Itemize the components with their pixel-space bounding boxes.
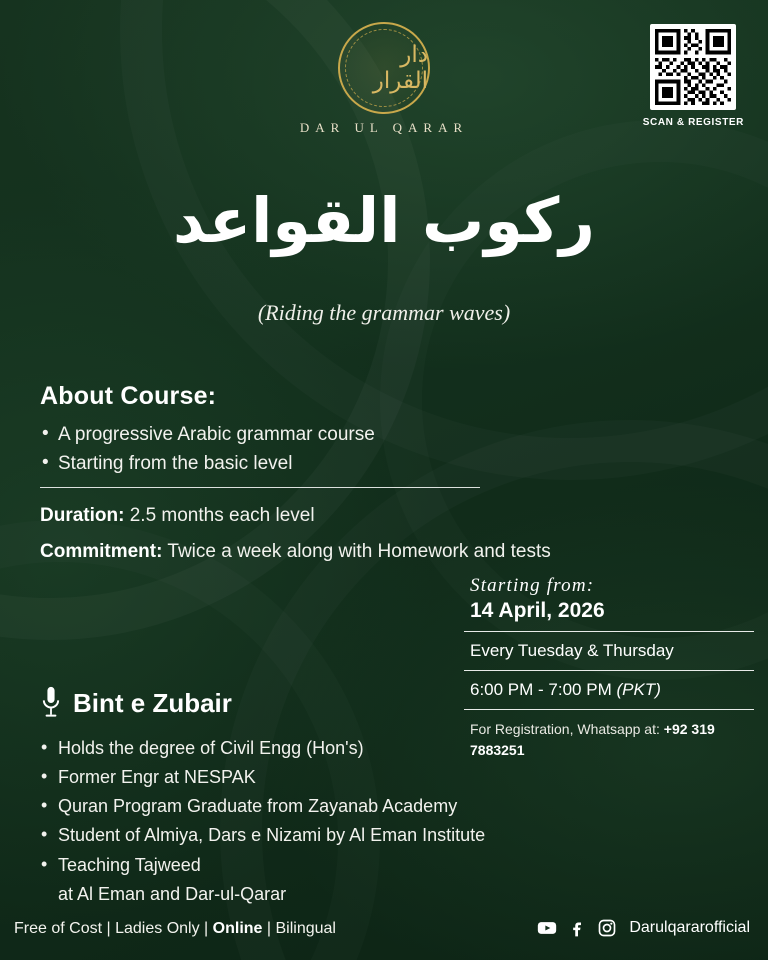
- qr-code-icon[interactable]: [650, 24, 736, 110]
- list-item: • Former Engr at NESPAK: [40, 763, 600, 792]
- schedule-days: Every Tuesday & Thursday: [470, 641, 674, 660]
- schedule-time: 6:00 PM - 7:00 PM: [470, 680, 612, 699]
- instagram-icon[interactable]: [597, 918, 617, 938]
- instructor-name: Bint e Zubair: [73, 687, 232, 718]
- starting-from-label: Starting from:: [470, 575, 595, 596]
- footer-ladies-only: Ladies Only: [115, 920, 200, 937]
- instructor-section: [40, 686, 600, 909]
- about-course-section: [40, 382, 560, 570]
- list-item-continuation: at Al Eman and Dar-ul-Qarar: [58, 883, 287, 904]
- footer-sep: |: [106, 920, 111, 937]
- youtube-icon[interactable]: [537, 918, 557, 938]
- qr-label: SCAN & REGISTER: [642, 117, 744, 128]
- schedule-timezone: (PKT): [616, 680, 661, 699]
- microphone-icon: [40, 686, 62, 720]
- facebook-icon[interactable]: [567, 918, 587, 938]
- list-item: • Holds the degree of Civil Engg (Hon's): [40, 734, 600, 763]
- divider: [40, 487, 480, 488]
- social-handle[interactable]: Darulqararofficial: [629, 919, 750, 936]
- qr-block[interactable]: [643, 24, 744, 128]
- instructor-credentials: [40, 734, 600, 909]
- qr-code-svg: [655, 29, 731, 105]
- list-item: • Starting from the basic level: [40, 449, 560, 478]
- list-item: • A progressive Arabic grammar course: [40, 420, 560, 449]
- logo-name: DAR UL QARAR: [299, 120, 469, 135]
- duration-row: [40, 498, 560, 534]
- registration-text: For Registration, Whatsapp at:: [470, 721, 660, 737]
- course-title-translation: (Riding the grammar waves): [257, 300, 511, 325]
- about-course-bullets: [40, 420, 560, 479]
- social-bar: [537, 918, 750, 938]
- footer-sep: |: [204, 920, 209, 937]
- commitment-row: [40, 534, 560, 570]
- whatsapp-phone[interactable]: +92 319 7883251: [470, 721, 715, 758]
- list-item: • Teaching Tajweed: [40, 851, 600, 880]
- footer-online: Online: [212, 920, 263, 937]
- commitment-label: Commitment:: [40, 540, 163, 562]
- duration-label: Duration:: [40, 504, 125, 526]
- footer-bilingual: Bilingual: [275, 920, 336, 937]
- list-item: • Quran Program Graduate from Zayanab Academy: [40, 792, 600, 821]
- start-date: 14 April, 2026: [470, 599, 605, 622]
- instructor-header: [40, 686, 600, 720]
- duration-value: 2.5 months each level: [129, 504, 315, 526]
- logo-medallion-icon: [338, 22, 430, 114]
- logo-arabic-text: دار القرار: [372, 42, 428, 94]
- course-title-arabic: ركوب القواعد: [173, 184, 595, 257]
- list-item: • Student of Almiya, Dars e Nizami by Al Eman Institute: [40, 821, 600, 850]
- commitment-value: Twice a week along with Homework and tests: [167, 540, 551, 562]
- about-course-heading: About Course:: [40, 382, 217, 410]
- footer-sep: |: [266, 920, 272, 937]
- footer-info: [14, 920, 336, 938]
- footer-free-of-cost: Free of Cost: [14, 920, 103, 937]
